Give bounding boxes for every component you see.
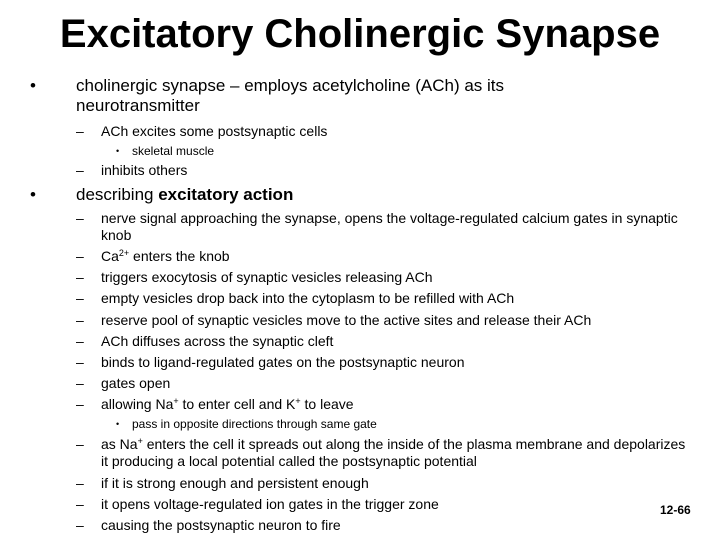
sub-bullet-marker: •	[116, 419, 120, 429]
text-part: to leave	[300, 396, 354, 412]
subsub-opposite-directions: pass in opposite directions through same gate	[132, 417, 377, 431]
sub-inhibits-others: inhibits others	[101, 162, 188, 178]
dash-marker: –	[76, 333, 84, 349]
sub-bullet-marker: •	[116, 146, 120, 156]
sub-trigger-zone: it opens voltage-regulated ion gates in the trigger zone	[101, 496, 439, 512]
sub-neuron-fires: causing the postsynaptic neuron to fire	[101, 517, 341, 533]
sub-ach-diffuses: ACh diffuses across the synaptic cleft	[101, 333, 334, 349]
bullet-text-lead: describing	[76, 185, 159, 204]
dash-marker: –	[76, 517, 84, 533]
sub-na-k-exchange	[101, 396, 691, 413]
text-part: Ca	[101, 248, 119, 264]
sub-reserve-pool: reserve pool of synaptic vesicles move to the active sites and release their ACh	[101, 312, 592, 328]
slide-number: 12-66	[660, 503, 691, 517]
superscript: +	[173, 396, 179, 406]
text-part: allowing Na	[101, 396, 174, 412]
dash-marker: –	[76, 162, 84, 178]
dash-marker: –	[76, 396, 84, 412]
sub-binds-gates: binds to ligand-regulated gates on the postsynaptic neuron	[101, 354, 465, 370]
sub-nerve-signal: nerve signal approaching the synapse, opens the voltage-regulated calcium gates in synaptic knob	[101, 210, 678, 243]
dash-marker: –	[76, 269, 84, 285]
superscript: 2+	[118, 248, 130, 258]
sub-calcium-enters	[101, 248, 691, 265]
dash-marker: –	[76, 210, 84, 226]
bullet-text-emphasis: excitatory action	[158, 185, 294, 204]
dash-marker: –	[76, 248, 84, 264]
dash-marker: –	[76, 375, 84, 391]
text-part: enters the cell it spreads out along the inside of the plasma membrane and depolarizes it producing a local potential called the postsynaptic potential	[101, 436, 686, 469]
text-part: enters the knob	[129, 248, 230, 264]
dash-marker: –	[76, 290, 84, 306]
superscript: +	[295, 396, 301, 406]
sub-exocytosis: triggers exocytosis of synaptic vesicles releasing ACh	[101, 269, 433, 285]
sub-empty-vesicles: empty vesicles drop back into the cytoplasm to be refilled with ACh	[101, 290, 515, 306]
sub-ach-excites: ACh excites some postsynaptic cells	[101, 123, 328, 139]
dash-marker: –	[76, 496, 84, 512]
dash-marker: –	[76, 475, 84, 491]
sub-na-enters-depolarizes	[101, 436, 691, 470]
bullet-cholinergic-synapse: cholinergic synapse – employs acetylcholine (ACh) as its neurotransmitter	[76, 76, 505, 115]
slide-title: Excitatory Cholinergic Synapse	[59, 12, 661, 56]
bullet-marker: •	[30, 185, 36, 204]
dash-marker: –	[76, 436, 84, 452]
bullet-marker: •	[30, 76, 36, 95]
text-part: as Na	[101, 436, 138, 452]
dash-marker: –	[76, 123, 84, 139]
superscript: +	[137, 436, 143, 446]
text-part: to enter cell and K	[178, 396, 296, 412]
bullet-describing-excitatory-action	[76, 185, 676, 205]
sub-strong-enough: if it is strong enough and persistent enough	[101, 475, 369, 491]
sub-gates-open: gates open	[101, 375, 171, 391]
subsub-skeletal-muscle: skeletal muscle	[132, 144, 215, 158]
dash-marker: –	[76, 312, 84, 328]
dash-marker: –	[76, 354, 84, 370]
